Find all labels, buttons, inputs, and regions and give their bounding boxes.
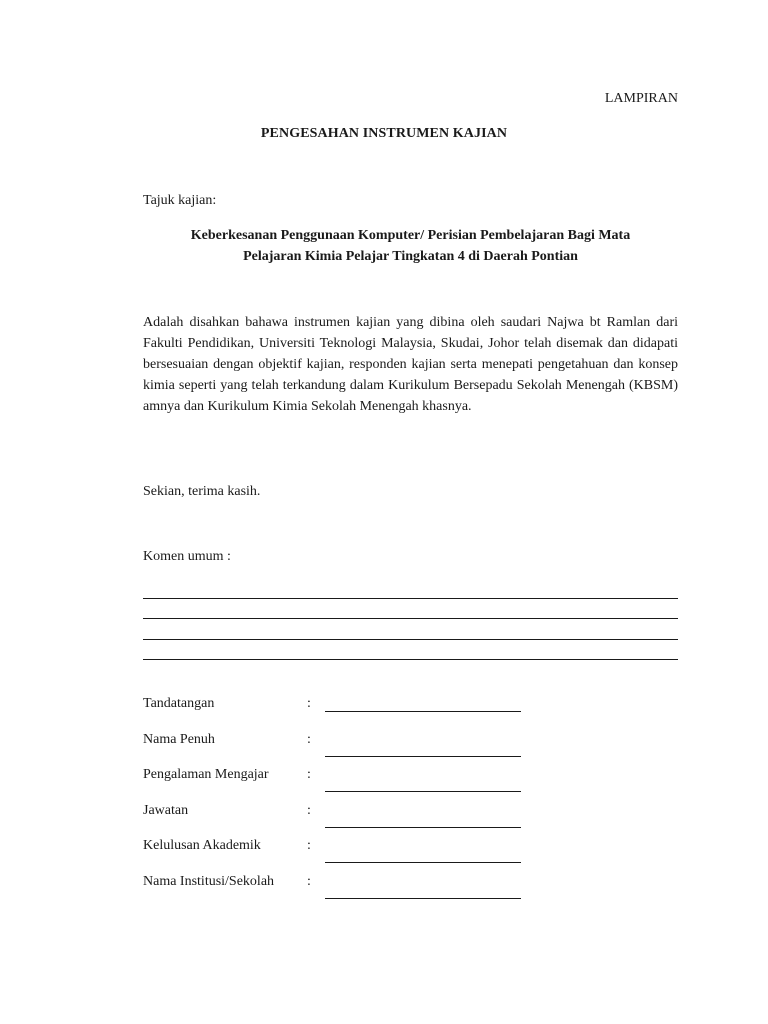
- field-label: Jawatan: [143, 803, 189, 818]
- field-label: Kelulusan Akademik: [143, 838, 261, 853]
- field-full-name: [143, 732, 543, 756]
- comment-line[interactable]: [143, 639, 678, 640]
- research-title-line-1: Keberkesanan Penggunaan Komputer/ Perisian Pembelajaran Bagi Mata: [190, 228, 631, 243]
- full-name-line[interactable]: [325, 756, 521, 757]
- field-colon: :: [307, 803, 311, 818]
- comment-line[interactable]: [143, 598, 678, 599]
- position-line[interactable]: [325, 827, 521, 828]
- field-label: Nama Penuh: [143, 732, 215, 747]
- field-label: Pengalaman Mengajar: [143, 767, 269, 782]
- field-colon: :: [307, 838, 311, 853]
- field-position: [143, 803, 543, 827]
- document-title: PENGESAHAN INSTRUMEN KAJIAN: [260, 126, 508, 141]
- field-colon: :: [307, 874, 311, 889]
- teaching-experience-line[interactable]: [325, 791, 521, 792]
- validation-paragraph: Adalah disahkan bahawa instrumen kajian yang dibina oleh saudari Najwa bt Ramlan dari Fakulti Pendidikan, Universiti Teknologi Malaysia, Skudai, Johor telah disemak dan didapati bersesuaian dengan objektif kajian, responden kajian serta menepati pengetahuan dan konsep kimia seperti yang telah terkandung dalam Kurikulum Bersepadu Sekolah Menengah (KBSM) amnya dan Kurikulum Kimia Sekolah Menengah khasnya.: [143, 315, 678, 414]
- closing-text: Sekian, terima kasih.: [143, 484, 261, 499]
- field-academic-qualification: [143, 838, 543, 862]
- field-colon: :: [307, 732, 311, 747]
- academic-qualification-line[interactable]: [325, 862, 521, 863]
- field-signature: [143, 696, 543, 720]
- signature-line[interactable]: [325, 711, 521, 712]
- research-title: [143, 225, 678, 267]
- field-colon: :: [307, 696, 311, 711]
- lampiran-label: LAMPIRAN: [604, 91, 678, 106]
- field-label: Nama Institusi/Sekolah: [143, 874, 275, 889]
- field-label: Tandatangan: [143, 696, 215, 711]
- field-institution-name: [143, 874, 543, 898]
- comments-label: Komen umum :: [143, 549, 231, 564]
- comment-line[interactable]: [143, 659, 678, 660]
- field-colon: :: [307, 767, 311, 782]
- comment-line[interactable]: [143, 618, 678, 619]
- field-teaching-experience: [143, 767, 543, 791]
- institution-name-line[interactable]: [325, 898, 521, 899]
- tajuk-label: Tajuk kajian:: [143, 193, 217, 208]
- research-title-line-2: Pelajaran Kimia Pelajar Tingkatan 4 di Daerah Pontian: [243, 249, 578, 264]
